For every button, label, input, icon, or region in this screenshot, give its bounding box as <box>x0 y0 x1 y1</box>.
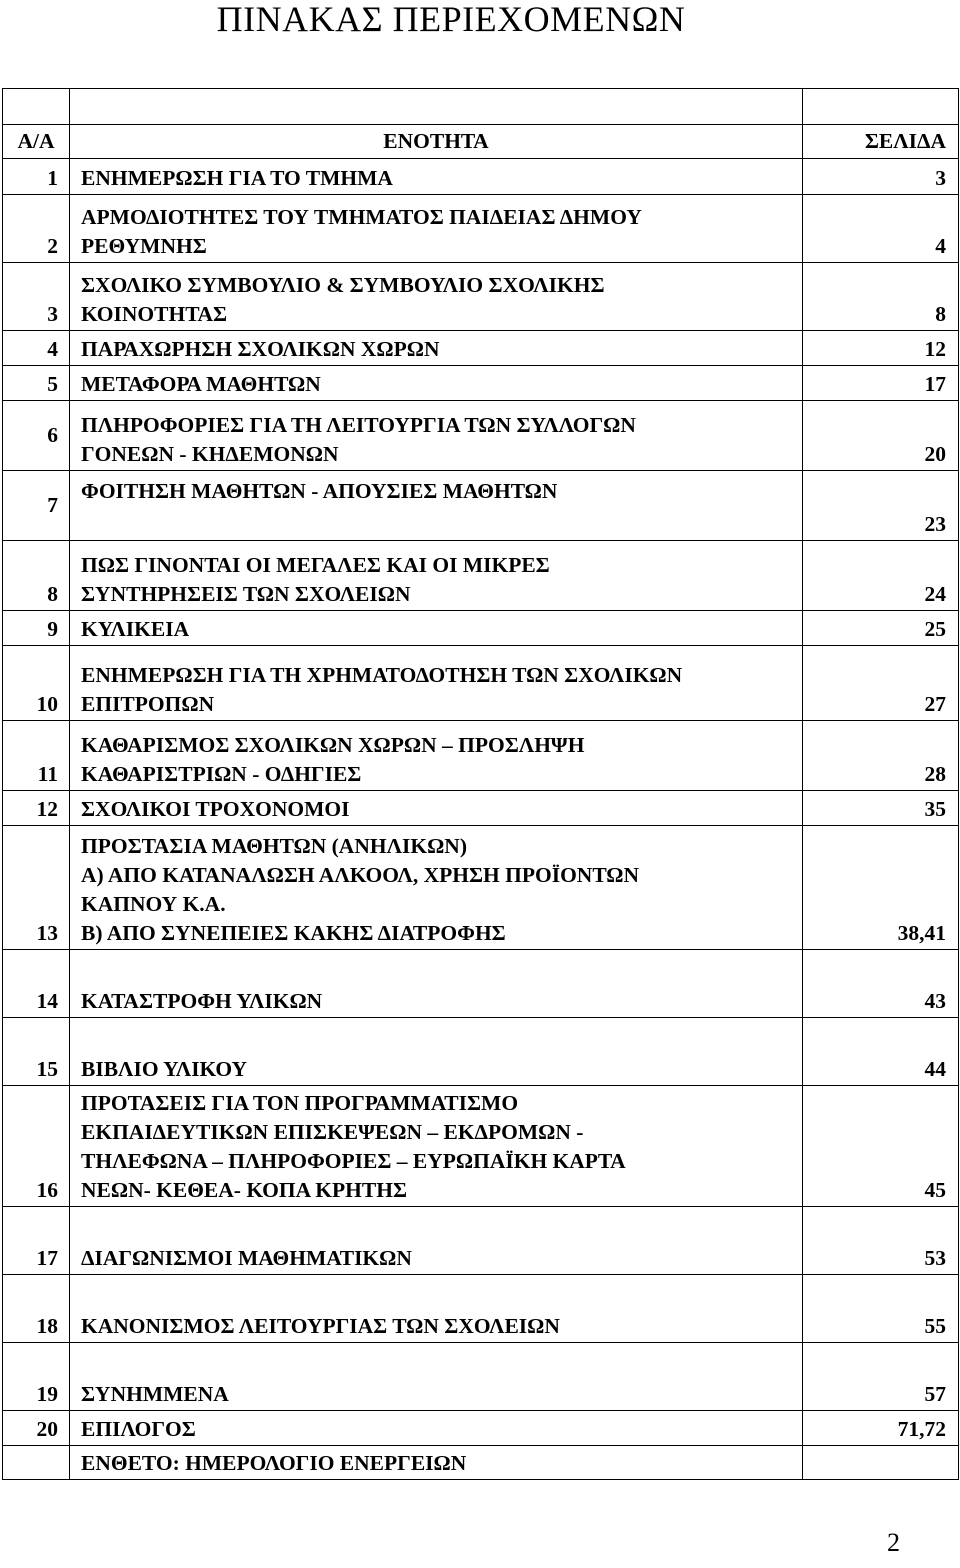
row-section: ΠΑΡΑΧΩΡΗΣΗ ΣΧΟΛΙΚΩΝ ΧΩΡΩΝ <box>70 331 803 366</box>
header-number: Α/Α <box>3 125 70 159</box>
table-row <box>3 611 959 646</box>
table-row <box>3 263 959 331</box>
row-section: ΚΑΘΑΡΙΣΜΟΣ ΣΧΟΛΙΚΩΝ ΧΩΡΩΝ – ΠΡΟΣΛΗΨΗ ΚΑΘΑΡΙΣΤΡΙΩΝ - ΟΔΗΓΙΕΣ <box>70 721 803 791</box>
table-row <box>3 950 959 1018</box>
row-number: 16 <box>3 1086 70 1207</box>
row-page: 3 <box>803 159 959 195</box>
row-section: ΠΡΟΤΑΣΕΙΣ ΓΙΑ ΤΟΝ ΠΡΟΓΡΑΜΜΑΤΙΣΜΟ ΕΚΠΑΙΔΕΥΤΙΚΩΝ ΕΠΙΣΚΕΨΕΩΝ – ΕΚΔΡΟΜΩΝ - ΤΗΛΕΦΩΝΑ – ΠΛΗΡΟΦΟΡΙΕΣ – ΕΥΡΩΠΑΪΚΗ ΚΑΡΤΑ ΝΕΩΝ- ΚΕΘΕΑ- ΚΟΠΑ ΚΡΗΤΗΣ <box>70 1086 803 1207</box>
row-page: 20 <box>803 401 959 471</box>
row-section: ΦΟΙΤΗΣΗ ΜΑΘΗΤΩΝ - ΑΠΟΥΣΙΕΣ ΜΑΘΗΤΩΝ <box>70 471 803 541</box>
table-row <box>3 1018 959 1086</box>
row-page: 53 <box>803 1207 959 1275</box>
table-row <box>3 721 959 791</box>
row-page: 57 <box>803 1343 959 1411</box>
row-number: 3 <box>3 263 70 331</box>
row-section-line: Β) ΑΠΟ ΣΥΝΕΠΕΙΕΣ ΚΑΚΗΣ ΔΙΑΤΡΟΦΗΣ <box>81 921 506 945</box>
row-page <box>803 1446 959 1480</box>
row-number: 12 <box>3 791 70 826</box>
row-section: ΠΩΣ ΓΙΝΟΝΤΑΙ ΟΙ ΜΕΓΑΛΕΣ ΚΑΙ ΟΙ ΜΙΚΡΕΣ ΣΥΝΤΗΡΗΣΕΙΣ ΤΩΝ ΣΧΟΛΕΙΩΝ <box>70 541 803 611</box>
row-number: 1 <box>3 159 70 195</box>
row-section: ΑΡΜΟΔΙΟΤΗΤΕΣ ΤΟΥ ΤΜΗΜΑΤΟΣ ΠΑΙΔΕΙΑΣ ΔΗΜΟΥ ΡΕΘΥΜΝΗΣ <box>70 195 803 263</box>
row-page: 55 <box>803 1275 959 1343</box>
row-number: 17 <box>3 1207 70 1275</box>
table-row <box>3 366 959 401</box>
row-page: 43 <box>803 950 959 1018</box>
row-number: 10 <box>3 646 70 721</box>
row-page: 38,41 <box>803 826 959 950</box>
table-header-row <box>3 125 959 159</box>
row-number: 19 <box>3 1343 70 1411</box>
table-row <box>3 1411 959 1446</box>
table-row <box>3 1343 959 1411</box>
table-top-spacer <box>3 89 959 125</box>
row-page: 28 <box>803 721 959 791</box>
header-page: ΣΕΛΙΔΑ <box>803 125 959 159</box>
row-page: 71,72 <box>803 1411 959 1446</box>
row-section: ΕΝΗΜΕΡΩΣΗ ΓΙΑ ΤΗ ΧΡΗΜΑΤΟΔΟΤΗΣΗ ΤΩΝ ΣΧΟΛΙΚΩΝ ΕΠΙΤΡΟΠΩΝ <box>70 646 803 721</box>
row-page: 27 <box>803 646 959 721</box>
row-number: 5 <box>3 366 70 401</box>
row-number: 11 <box>3 721 70 791</box>
row-section: ΒΙΒΛΙΟ ΥΛΙΚΟΥ <box>70 1018 803 1086</box>
row-section: ΠΛΗΡΟΦΟΡΙΕΣ ΓΙΑ ΤΗ ΛΕΙΤΟΥΡΓΙΑ ΤΩΝ ΣΥΛΛΟΓΩΝ ΓΟΝΕΩΝ - ΚΗΔΕΜΟΝΩΝ <box>70 401 803 471</box>
table-row <box>3 1446 959 1480</box>
table-row <box>3 331 959 366</box>
row-number: 18 <box>3 1275 70 1343</box>
row-section: ΕΝΗΜΕΡΩΣΗ ΓΙΑ ΤΟ ΤΜΗΜΑ <box>70 159 803 195</box>
table-row <box>3 541 959 611</box>
row-section: ΚΥΛΙΚΕΙΑ <box>70 611 803 646</box>
row-number: 15 <box>3 1018 70 1086</box>
row-page: 45 <box>803 1086 959 1207</box>
row-page: 8 <box>803 263 959 331</box>
row-page: 4 <box>803 195 959 263</box>
page-number: 2 <box>887 1528 900 1557</box>
row-section: ΚΑΝΟΝΙΣΜΟΣ ΛΕΙΤΟΥΡΓΙΑΣ ΤΩΝ ΣΧΟΛΕΙΩΝ <box>70 1275 803 1343</box>
table-row <box>3 401 959 471</box>
row-section-line: ΠΡΟΣΤΑΣΙΑ ΜΑΘΗΤΩΝ (ΑΝΗΛΙΚΩΝ) <box>81 834 467 858</box>
row-section: ΔΙΑΓΩΝΙΣΜΟΙ ΜΑΘΗΜΑΤΙΚΩΝ <box>70 1207 803 1275</box>
row-number <box>3 1446 70 1480</box>
table-row <box>3 791 959 826</box>
row-section: ΕΝΘΕΤΟ: ΗΜΕΡΟΛΟΓΙΟ ΕΝΕΡΓΕΙΩΝ <box>70 1446 803 1480</box>
row-section: ΜΕΤΑΦΟΡΑ ΜΑΘΗΤΩΝ <box>70 366 803 401</box>
row-number: 6 <box>3 401 70 471</box>
row-page: 25 <box>803 611 959 646</box>
row-number: 9 <box>3 611 70 646</box>
row-section-line: Α) ΑΠΟ ΚΑΤΑΝΑΛΩΣΗ ΑΛΚΟΟΛ, ΧΡΗΣΗ ΠΡΟΪΟΝΤΩΝ ΚΑΠΝΟΥ Κ.Α. <box>81 863 640 916</box>
row-page: 24 <box>803 541 959 611</box>
row-number: 14 <box>3 950 70 1018</box>
row-number: 13 <box>3 826 70 950</box>
row-number: 8 <box>3 541 70 611</box>
table-row <box>3 1207 959 1275</box>
row-page: 35 <box>803 791 959 826</box>
table-row <box>3 826 959 950</box>
row-section <box>70 826 803 950</box>
row-number: 7 <box>3 471 70 541</box>
row-section: ΣΥΝΗΜΜΕΝΑ <box>70 1343 803 1411</box>
row-number: 20 <box>3 1411 70 1446</box>
table-row <box>3 471 959 541</box>
table-row <box>3 646 959 721</box>
table-row <box>3 1086 959 1207</box>
row-page: 23 <box>803 471 959 541</box>
header-section: ΕΝΟΤΗΤΑ <box>70 125 803 159</box>
table-row <box>3 159 959 195</box>
row-section: ΣΧΟΛΙΚΟ ΣΥΜΒΟΥΛΙΟ & ΣΥΜΒΟΥΛΙΟ ΣΧΟΛΙΚΗΣ ΚΟΙΝΟΤΗΤΑΣ <box>70 263 803 331</box>
table-row <box>3 195 959 263</box>
row-number: 4 <box>3 331 70 366</box>
row-section: ΕΠΙΛΟΓΟΣ <box>70 1411 803 1446</box>
row-section: ΚΑΤΑΣΤΡΟΦΗ ΥΛΙΚΩΝ <box>70 950 803 1018</box>
document-title: ΠΙΝΑΚΑΣ ΠΕΡΙΕΧΟΜΕΝΩΝ <box>216 0 686 39</box>
row-page: 17 <box>803 366 959 401</box>
table-of-contents <box>2 88 959 1480</box>
row-number: 2 <box>3 195 70 263</box>
row-page: 44 <box>803 1018 959 1086</box>
row-section: ΣΧΟΛΙΚΟΙ ΤΡΟΧΟΝΟΜΟΙ <box>70 791 803 826</box>
table-row <box>3 1275 959 1343</box>
row-page: 12 <box>803 331 959 366</box>
